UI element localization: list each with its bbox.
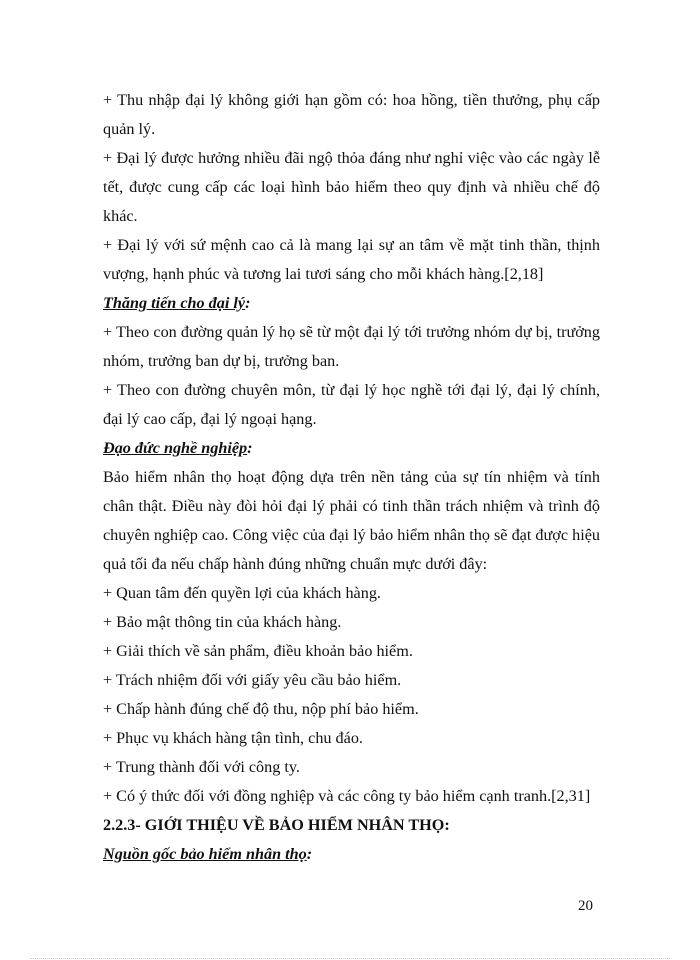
paragraph-benefits: + Đại lý được hưởng nhiều đãi ngộ thỏa đáng như nghỉ việc vào các ngày lễ tết, được cung cấp các loại hình bảo hiểm theo quy định và nhiều chế độ khác. — [103, 149, 600, 225]
list-item: + Quan tâm đến quyền lợi của khách hàng. — [103, 584, 381, 602]
heading-origin — [103, 840, 600, 869]
heading-ethics-suffix: : — [247, 439, 253, 457]
paragraph-professional-path: + Theo con đường chuyên môn, từ đại lý học nghề tới đại lý, đại lý chính, đại lý cao cấp, đại lý ngoại hạng. — [103, 381, 600, 428]
heading-promotion-suffix: : — [245, 294, 251, 312]
section-title: 2.2.3- GIỚI THIỆU VỀ BẢO HIỂM NHÂN THỌ: — [103, 816, 450, 834]
paragraph-income: + Thu nhập đại lý không giới hạn gồm có: hoa hồng, tiền thưởng, phụ cấp quản lý. — [103, 91, 600, 138]
heading-origin-suffix: : — [306, 845, 313, 863]
list-item: + Chấp hành đúng chế độ thu, nộp phí bảo hiểm. — [103, 700, 419, 718]
heading-origin-title: Nguồn gốc bảo hiểm nhân thọ — [103, 845, 307, 863]
paragraph-mission: + Đại lý với sứ mệnh cao cả là mang lại sự an tâm về mặt tinh thần, thịnh vượng, hạnh phúc và tương lai tươi sáng cho mỗi khách hàng.[2,18] — [103, 236, 600, 283]
list-item: + Có ý thức đối với đồng nghiệp và các công ty bảo hiểm cạnh tranh.[2,31] — [103, 787, 591, 805]
paragraph-management-path: + Theo con đường quản lý họ sẽ từ một đại lý tới trưởng nhóm dự bị, trưởng nhóm, trưởng ban dự bị, trưởng ban. — [103, 323, 600, 370]
heading-promotion-title: Thăng tiến cho đại lý — [103, 294, 246, 312]
paragraph-ethics-intro: Bảo hiểm nhân thọ hoạt động dựa trên nền tảng của sự tín nhiệm và tính chân thật. Điều này đòi hỏi đại lý phải có tinh thần trách nhiệm và trình độ chuyên nghiệp cao. Công việc của đại lý bảo hiểm nhân thọ sẽ đạt được hiệu quả tối đa nếu chấp hành đúng những chuẩn mực dưới đây: — [103, 468, 600, 573]
heading-promotion — [103, 289, 600, 318]
list-item: + Phục vụ khách hàng tận tình, chu đáo. — [103, 729, 363, 747]
list-item: + Bảo mật thông tin của khách hàng. — [103, 613, 342, 631]
list-item: + Trách nhiệm đối với giấy yêu cầu bảo hiểm. — [103, 671, 402, 689]
page-number: 20 — [578, 898, 593, 914]
bottom-divider — [30, 958, 670, 959]
list-item: + Giải thích về sản phẩm, điều khoản bảo hiểm. — [103, 642, 413, 660]
heading-ethics — [103, 434, 600, 463]
document-body — [103, 86, 600, 869]
heading-ethics-title: Đạo đức nghề nghiệp — [103, 439, 248, 457]
list-item: + Trung thành đối với công ty. — [103, 758, 300, 776]
